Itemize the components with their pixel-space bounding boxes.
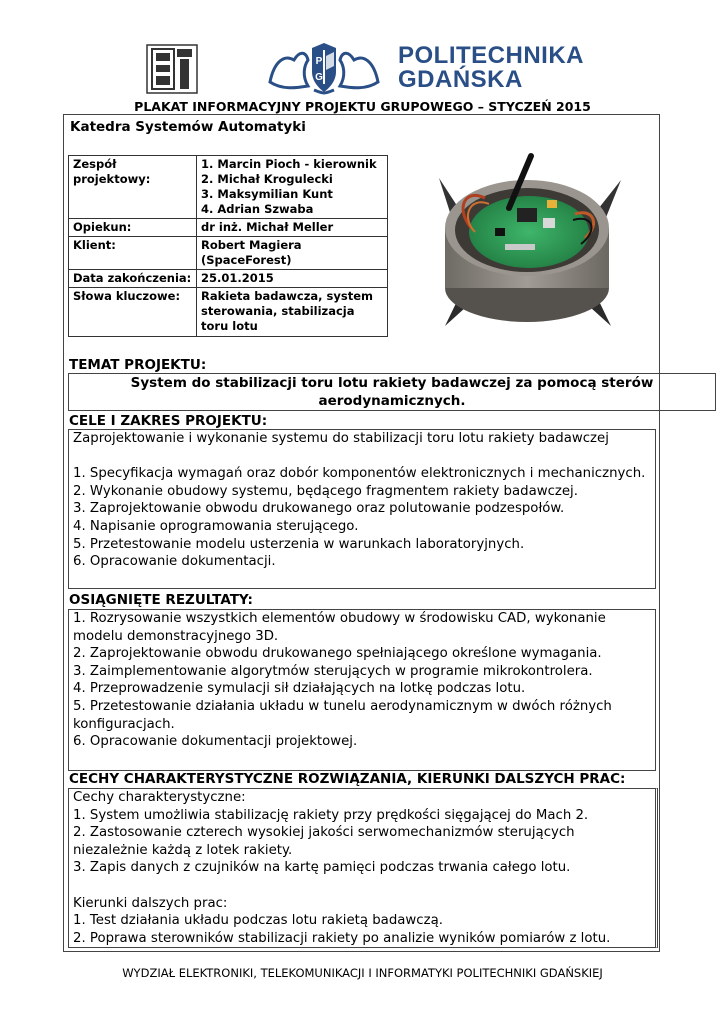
results-box — [68, 609, 656, 771]
topic-box: System do stabilizacji toru lotu rakiety badawczej za pomocą sterów aerodynamicznych. — [68, 373, 716, 411]
department-title: Katedra Systemów Automatyki — [70, 119, 306, 135]
goals-intro: Zaprojektowanie i wykonanie systemu do stabilizacji toru lotu rakiety badawczej — [73, 431, 609, 446]
supervisor-label: Opiekun: — [69, 219, 197, 237]
client-row — [69, 237, 388, 270]
team-member: 4. Adrian Szwaba — [201, 202, 314, 216]
team-members — [197, 156, 388, 219]
list-item: 3. Zaimplementowanie algorytmów sterujących w programie mikrokontrolera. — [73, 663, 593, 679]
list-item: 1. System umożliwia stabilizację rakiety przy prędkości sięgającej do Mach 2. — [73, 807, 589, 823]
features-box — [68, 788, 658, 948]
team-row — [69, 156, 388, 219]
list-item: 4. Przeprowadzenie symulacji sił działających na lotkę podczas lotu. — [73, 681, 526, 697]
list-item: 3. Zapis danych z czujników na kartę pamięci podczas trwania całego lotu. — [73, 860, 571, 876]
team-member: 3. Maksymilian Kunt — [201, 187, 333, 201]
future-label: Kierunki dalszych prac: — [73, 895, 228, 911]
team-member: 1. Marcin Pioch - kierownik — [201, 157, 377, 171]
topic-heading: TEMAT PROJEKTU: — [69, 357, 207, 373]
goals-box — [68, 429, 656, 589]
supervisor-row — [69, 219, 388, 237]
footer: WYDZIAŁ ELEKTRONIKI, TELEKOMUNIKACJI I INFORMATYKI POLITECHNIKI GDAŃSKIEJ — [122, 966, 603, 980]
features-label: Cechy charakterystyczne: — [73, 790, 246, 805]
device-photo — [425, 148, 630, 328]
client-value: Robert Magiera (SpaceForest) — [197, 237, 388, 270]
client-label: Klient: — [69, 237, 197, 270]
university-name-line1: POLITECHNIKA — [398, 42, 584, 69]
team-label: Zespół projektowy: — [69, 156, 197, 219]
end-date-label: Data zakończenia: — [69, 270, 197, 288]
keywords-value: Rakieta badawcza, system sterowania, stabilizacja toru lotu — [197, 288, 388, 337]
svg-text:G: G — [315, 72, 323, 83]
university-name — [398, 44, 584, 92]
list-item: 5. Przetestowanie modelu usterzenia w warunkach laboratoryjnych. — [73, 536, 525, 552]
results-heading: OSIĄGNIĘTE REZULTATY: — [69, 592, 253, 608]
document-title: PLAKAT INFORMACYJNY PROJEKTU GRUPOWEGO – STYCZEŃ 2015 — [134, 99, 591, 114]
list-item: 2. Wykonanie obudowy systemu, będącego fragmentem rakiety badawczej. — [73, 483, 578, 499]
list-item: 6. Opracowanie dokumentacji. — [73, 554, 276, 570]
team-member: 2. Michał Krogulecki — [201, 172, 333, 186]
goals-heading: CELE I ZAKRES PROJEKTU: — [69, 413, 268, 429]
list-item: 3. Zaprojektowanie obwodu drukowanego oraz polutowanie podzespołów. — [73, 501, 565, 517]
svg-text:P: P — [315, 56, 323, 67]
features-heading: CECHY CHARAKTERYSTYCZNE ROZWIĄZANIA, KIERUNKI DALSZYCH PRAC: — [69, 771, 626, 787]
eti-logo — [146, 44, 198, 94]
keywords-label: Słowa kluczowe: — [69, 288, 197, 337]
supervisor-value: dr inż. Michał Meller — [197, 219, 388, 237]
list-item: 2. Zastosowanie czterech wysokiej jakości serwomechanizmów sterujących niezależnie każdą z lotek rakiety. — [73, 825, 575, 858]
university-name-line2: GDAŃSKA — [398, 66, 523, 93]
project-info-table — [68, 155, 388, 337]
list-item: 4. Napisanie oprogramowania sterującego. — [73, 518, 359, 534]
list-item: 2. Zaprojektowanie obwodu drukowanego spełniającego określone wymagania. — [73, 646, 602, 662]
list-item: 1. Rozrysowanie wszystkich elementów obudowy w środowisku CAD, wykonanie modelu demonstracyjnego 3D. — [73, 611, 606, 644]
university-crest-logo — [264, 42, 384, 96]
list-item: 1. Specyfikacja wymagań oraz dobór komponentów elektronicznych i mechanicznych. — [73, 466, 646, 482]
list-item: 2. Poprawa sterowników stabilizacji rakiety po analizie wyników pomiarów z lotu. — [73, 930, 611, 946]
list-item: 5. Przetestowanie działania układu w tunelu aerodynamicznym w dwóch różnych konfiguracjach. — [73, 698, 612, 732]
keywords-row — [69, 288, 388, 337]
end-date-row — [69, 270, 388, 288]
list-item: 1. Test działania układu podczas lotu rakietą badawczą. — [73, 913, 443, 929]
end-date-value: 25.01.2015 — [197, 270, 388, 288]
list-item: 6. Opracowanie dokumentacji projektowej. — [73, 734, 358, 750]
